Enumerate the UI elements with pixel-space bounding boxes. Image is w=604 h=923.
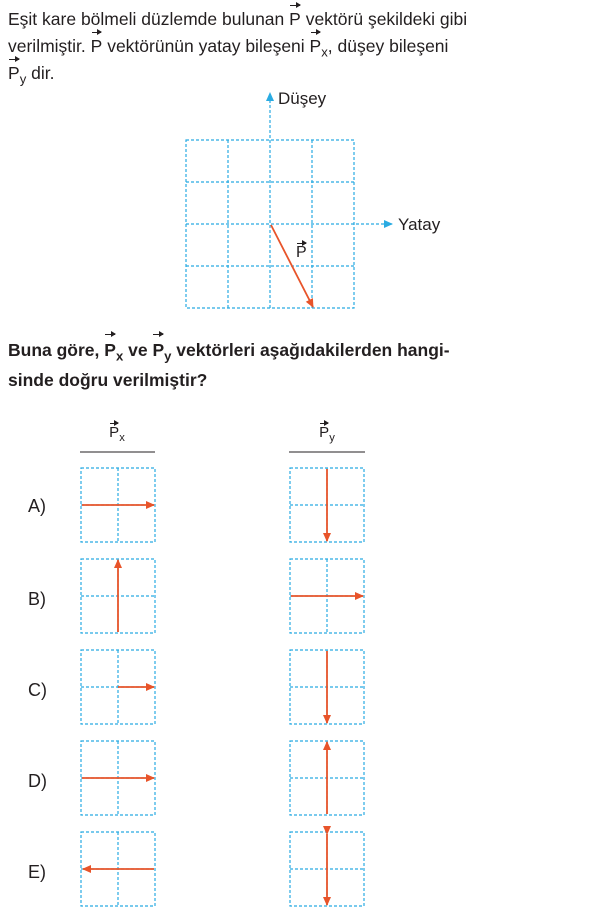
vector-p-symbol: P xyxy=(91,33,103,60)
subscript-x: x xyxy=(115,348,124,364)
option-d-label[interactable]: D) xyxy=(28,771,47,791)
question-text xyxy=(8,335,593,395)
subscript-x: x xyxy=(321,44,328,60)
option-b-label[interactable]: B) xyxy=(28,589,46,609)
question-line-1 xyxy=(8,335,593,365)
option-a-label[interactable]: A) xyxy=(28,496,46,516)
question-line-2: sinde doğru verilmiştir? xyxy=(8,370,208,390)
vector-px-symbol: P xyxy=(104,335,116,365)
horizontal-axis-label: Yatay xyxy=(398,215,441,234)
vector-py-symbol: P xyxy=(152,335,164,365)
subscript-x: x xyxy=(119,431,125,444)
subscript-y: y xyxy=(164,348,172,364)
vertical-axis-label: Düşey xyxy=(278,89,327,108)
text-segment: verilmiştir. xyxy=(8,36,91,56)
option-e-label[interactable]: E) xyxy=(28,862,46,882)
text-segment: ve xyxy=(123,340,153,360)
vector-p-label xyxy=(296,244,307,262)
subscript-y: y xyxy=(19,71,27,87)
vector-p-symbol: P xyxy=(296,244,307,261)
text-segment: vektörünün yatay bileşeni xyxy=(102,36,310,56)
options-layer xyxy=(81,468,364,906)
option-c-label[interactable]: C) xyxy=(28,680,47,700)
py-column-header xyxy=(290,424,364,444)
text-segment: vektörü şekildeki gibi xyxy=(300,9,468,29)
text-segment: Buna göre, xyxy=(8,340,105,360)
vector-p-symbol: P xyxy=(289,6,301,33)
vector-py-symbol: P xyxy=(8,60,20,87)
text-segment: , düşey bileşeni xyxy=(327,36,449,56)
text-segment: dir. xyxy=(26,63,55,83)
vector-py-symbol: P xyxy=(319,424,330,441)
vector-px-symbol: P xyxy=(310,33,322,60)
text-segment: Eşit kare bölmeli düzlemde bulunan xyxy=(8,9,290,29)
px-column-header xyxy=(80,424,154,444)
subscript-y: y xyxy=(329,431,335,444)
vector-px-symbol: P xyxy=(109,424,120,441)
text-segment: vektörleri aşağıdakilerden hangi- xyxy=(171,340,450,360)
